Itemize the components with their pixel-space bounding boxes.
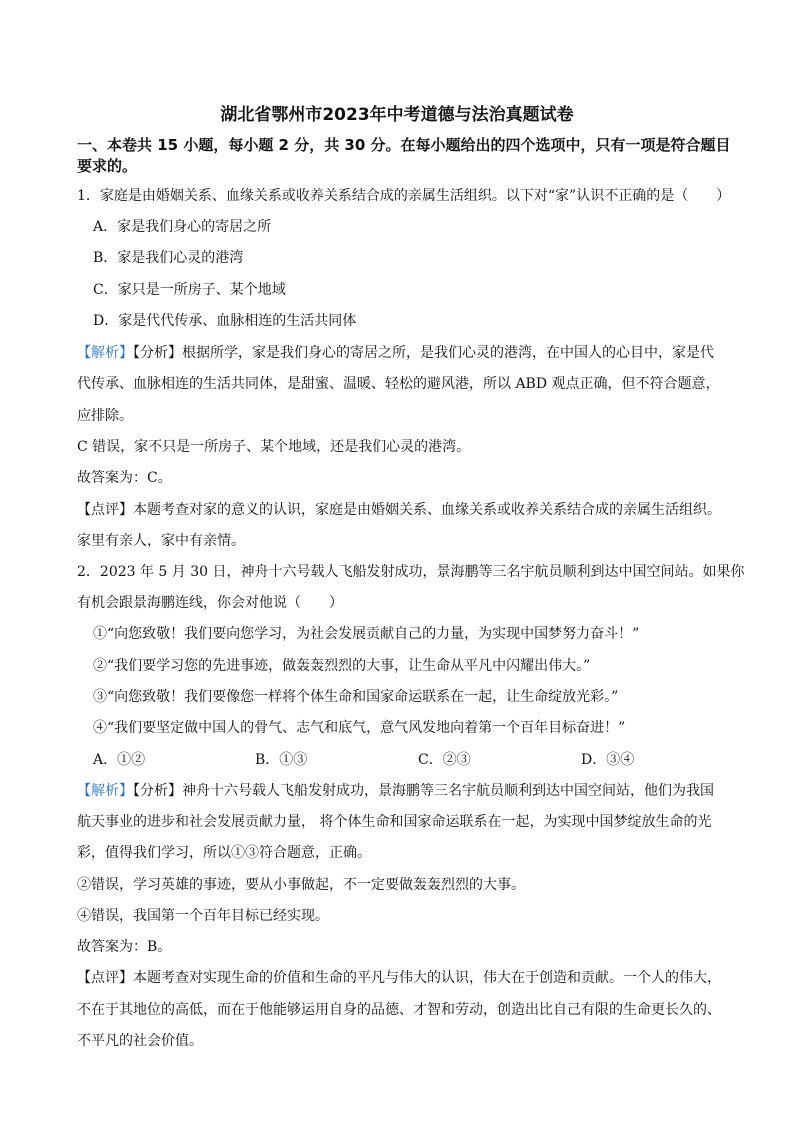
q1-option-b: B．家是我们心灵的港湾 xyxy=(93,250,244,266)
q1-option-a: A．家是我们身心的寄居之所 xyxy=(93,219,272,235)
q2-choice-d: D．③④ xyxy=(581,752,635,768)
section-heading-line-1: 一、本卷共 15 小题，每小题 2 分，共 30 分。在每小题给出的四个选项中，只有一项是符合题目 xyxy=(77,136,731,154)
q2-analysis-line-1 xyxy=(77,781,737,801)
q1-analysis-label: 【分析】 xyxy=(133,345,182,361)
q2-analysis-line-5: ④错误，我国第一个百年目标已经实现。 xyxy=(77,908,329,924)
q1-comment-line-2: 家里有亲人，家中有亲情。 xyxy=(77,533,245,549)
q2-analysis-text-1: 神舟十六号载人飞船发射成功，景海鹏等三名宇航员顺利到达中国空间站，他们为我国 xyxy=(182,783,714,799)
q1-analysis-line-1 xyxy=(77,343,737,363)
q2-statement-2: ②“我们要学习您的先进事迹，做轰轰烈烈的大事，让生命从平凡中闪耀出伟大。” xyxy=(93,658,591,674)
q1-comment-text-1: 本题考查对家的意义的认识，家庭是由婚姻关系、血缘关系或收养关系结合成的亲属生活组织。 xyxy=(133,502,721,518)
q1-option-c: C．家只是一所房子、某个地域 xyxy=(93,282,286,298)
q1-analysis-tag: 【解析】 xyxy=(77,345,133,361)
q2-comment-line-1 xyxy=(77,968,737,988)
q2-choice-c: C．②③ xyxy=(418,752,471,768)
q2-comment-label: 【点评】 xyxy=(77,970,133,986)
q1-comment-label: 【点评】 xyxy=(77,502,133,518)
q2-analysis-line-2: 航天事业的进步和社会发展贡献力量， 将个体生命和国家命运联系在一起，为实现中国梦绽放生命的光 xyxy=(77,814,712,830)
q2-choice-b: B．①③ xyxy=(255,752,308,768)
q2-analysis-tag: 【解析】 xyxy=(77,783,133,799)
q2-answer: 故答案为：B。 xyxy=(77,939,172,955)
section-heading-line-2: 要求的。 xyxy=(77,157,138,175)
q2-statement-1: ①“向您致敬！我们要向您学习，为社会发展贡献自己的力量，为实现中国梦努力奋斗！” xyxy=(93,626,640,642)
q1-analysis-line-3: 应排除。 xyxy=(77,408,133,424)
q1-analysis-text-1: 根据所学，家是我们身心的寄居之所，是我们心灵的港湾，在中国人的心目中，家是代 xyxy=(182,345,714,361)
q1-analysis-line-4: C 错误，家不只是一所房子、某个地域，还是我们心灵的港湾。 xyxy=(77,439,471,455)
q1-stem: 1．家庭是由婚姻关系、血缘关系或收养关系结合成的亲属生活组织。以下对“家”认识不正确的是（ ） xyxy=(77,188,731,204)
q2-comment-line-3: 不平凡的社会价值。 xyxy=(77,1033,203,1049)
q1-comment-line-1 xyxy=(77,500,737,520)
q2-stem-line-1: 2．2023 年 5 月 30 日，神舟十六号载人飞船发射成功，景海鹏等三名宇航员顺利到达中国空间站。如果你 xyxy=(77,564,745,580)
q2-statement-3: ③“向您致敬！我们要像您一样将个体生命和国家命运联系在一起，让生命绽放光彩。” xyxy=(93,689,619,705)
q2-stem-line-2: 有机会跟景海鹏连线，你会对他说（ ） xyxy=(77,595,343,611)
q2-analysis-label: 【分析】 xyxy=(133,783,182,799)
q2-analysis-line-4: ②错误，学习英雄的事迹，要从小事做起，不一定要做轰轰烈烈的大事。 xyxy=(77,877,525,893)
q2-analysis-line-3: 彩，值得我们学习，所以①③符合题意，正确。 xyxy=(77,845,371,861)
exam-title: 湖北省鄂州市2023年中考道德与法治真题试卷 xyxy=(220,105,574,125)
q1-answer: 故答案为：C。 xyxy=(77,470,172,486)
q2-statement-4: ④“我们要坚定做中国人的骨气、志气和底气，意气风发地向着第一个百年目标奋进！” xyxy=(93,720,626,736)
q1-analysis-line-2: 代传承、血脉相连的生活共同体，是甜蜜、温暖、轻松的避风港，所以 ABD 观点正确，但不符合题意， xyxy=(77,376,720,392)
q2-comment-line-2: 不在于其地位的高低，而在于他能够运用自身的品德、才智和劳动，创造出比自己有限的生命更长久的、 xyxy=(77,1002,721,1018)
q2-choice-a: A．①② xyxy=(93,752,146,768)
section-heading xyxy=(77,135,737,177)
q2-comment-text-1: 本题考查对实现生命的价值和生命的平凡与伟大的认识，伟大在于创造和贡献。一个人的伟大， xyxy=(133,970,721,986)
q1-option-d: D．家是代代传承、血脉相连的生活共同体 xyxy=(93,313,357,329)
